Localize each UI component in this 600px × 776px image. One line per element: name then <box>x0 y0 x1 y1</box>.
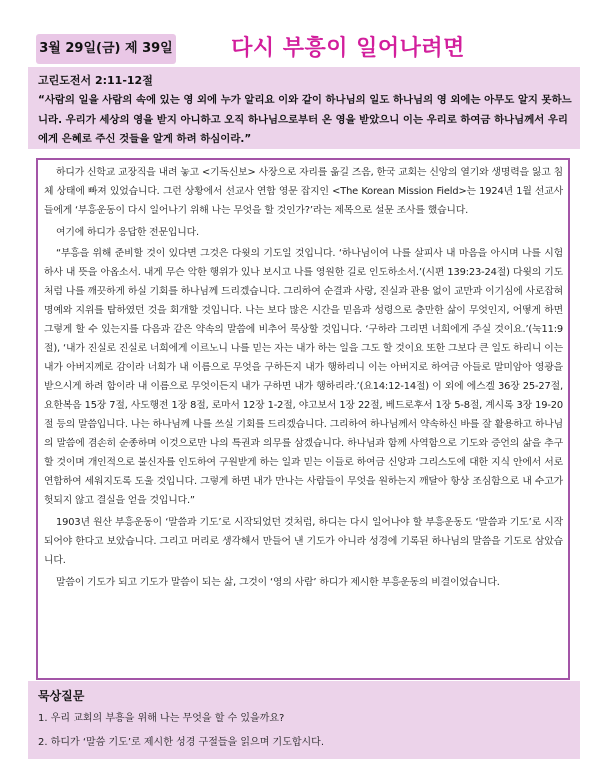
page-title: 다시 부흥이 일어나려면 <box>231 36 465 61</box>
meditation-box <box>28 681 580 759</box>
meditation-title: 묵상질문 <box>38 689 85 703</box>
scripture-text: “사람의 일을 사람의 속에 있는 영 외에 누가 알리요 이와 같이 하나님의 일도 하나님의 영 외에는 아무도 알지 못하느니라. 우리가 세상의 영을 받지 아니하고 오직 하나님으로부터 온 영을 받았으니 이는 우리로 하여금 하나님께서 우리에게 은혜로 주신 것들을 알게 하려 하심이라.” <box>38 94 572 145</box>
paragraph-intro: 하디가 신학교 교장직을 내려 놓고 <기독신보> 사장으로 자리를 옮길 즈음, 한국 교회는 신앙의 열기와 생명력을 잃고 침체 상태에 빠져 있었습니다. 그런 상황에서 선교사 연합 영문 잡지인 <The Korean Mission Field>는 1924년 1월 선교사들에게 ‘부흥운동이 다시 일어나기 위해 나는 무엇을 할 것인가?’라는 제목으로 설문 조사를 했습니다. <box>44 167 563 216</box>
paragraph-response-intro: 여기에 하디가 응답한 전문입니다. <box>56 227 199 238</box>
date-label: 3월 29일(금) 제 39일 <box>36 34 176 64</box>
scripture-box <box>28 67 580 149</box>
meditation-question-1: 1. 우리 교회의 부흥을 위해 나는 무엇을 할 수 있을까요? <box>38 713 285 724</box>
paragraph-wonsan-revival: 1903년 원산 부흥운동이 ‘말씀과 기도’로 시작되었던 것처럼, 하디는 다시 일어나야 할 부흥운동도 ‘말씀과 기도’로 시작되어야 한다고 보았습니다. 그리고 머리로 생각해서 만들어 낸 기도가 아니라 성경에 기록된 하나님의 말씀을 기도로 삼았습니다. <box>44 517 563 566</box>
paragraph-hardy-response: “부흥을 위해 준비할 것이 있다면 그것은 다윗의 기도일 것입니다. ‘하나님이여 나를 살피사 내 마음을 아시며 나를 시험하사 내 뜻을 아옵소서. 내게 무슨 악한 행위가 있나 보시고 나를 영원한 길로 인도하소서.’(시편 139:23-24절) 다윗의 기도처럼 나를 깨끗하게 하실 기회를 하나님께 드리겠습니다. 그리하여 순결과 사랑, 진실과 관용 없이 교만과 이기심에 사로잡혀 명예와 지위를 탐하였던 것을 회개할 것입니다. 나는 보다 많은 시간을 믿음과 성령으로 충만한 삶이 무엇인지, 어떻게 하면 그렇게 할 수 있는지를 다음과 같은 약속의 말씀에 비추어 묵상할 것입니다. ‘구하라 그리면 너희에게 주실 것이요.’(눅11:9절), ‘내가 진실로 진실로 너희에게 이르노니 나를 믿는 자는 내가 하는 일을 그도 할 것이요 또한 그보다 큰 일도 하리니 이는 내가 아버지께로 감이라 너희가 내 이름으로 무엇을 구하든지 내가 행하리니 이는 아버지로 하여금 아들로 말미암아 영광을 받으시게 하려 함이라 내 이름으로 무엇이든지 내가 구하면 내가 행하리라.’(요14:12-14절) 이 외에 에스겔 36장 25-27절, 요한복음 15장 7절, 사도행전 1장 8절, 로마서 12장 1-2절, 야고보서 1장 22절, 베드로후서 1장 5-8절, 계시록 3장 19-20절 등의 말씀입니다. 나는 하나님께 나를 쓰실 기회를 드리겠습니다. 그리하여 하나님께서 약속하신 바를 잘 활용하고 하나님의 말씀에 겸손히 순종하며 이것으로만 나의 특권과 의무를 삼겠습니다. 하나님과 함께 사역함으로 기도와 증언의 삶을 추구할 것이며 개인적으로 불신자를 인도하여 구원받게 하는 일과 믿는 이들로 하여금 신앙과 그리스도에 대한 지식 안에서 서로 연합하여 세워지도록 도울 것입니다. 그렇게 하면 내가 만나는 사람들이 무엇을 원하는지 깨달아 항상 조심함으로 내 수고가 헛되지 않고 결실을 얻을 것입니다.” <box>44 248 563 506</box>
scripture-reference: 고린도전서 2:11-12절 <box>38 74 153 87</box>
paragraph-conclusion: 말씀이 기도가 되고 기도가 말씀이 되는 삶, 그것이 ‘영의 사람’ 하디가 제시한 부흥운동의 비결이었습니다. <box>56 577 500 588</box>
main-content-box <box>36 158 570 680</box>
meditation-question-2: 2. 하디가 ‘말씀 기도’로 제시한 성경 구절들을 읽으며 기도합시다. <box>38 737 325 748</box>
